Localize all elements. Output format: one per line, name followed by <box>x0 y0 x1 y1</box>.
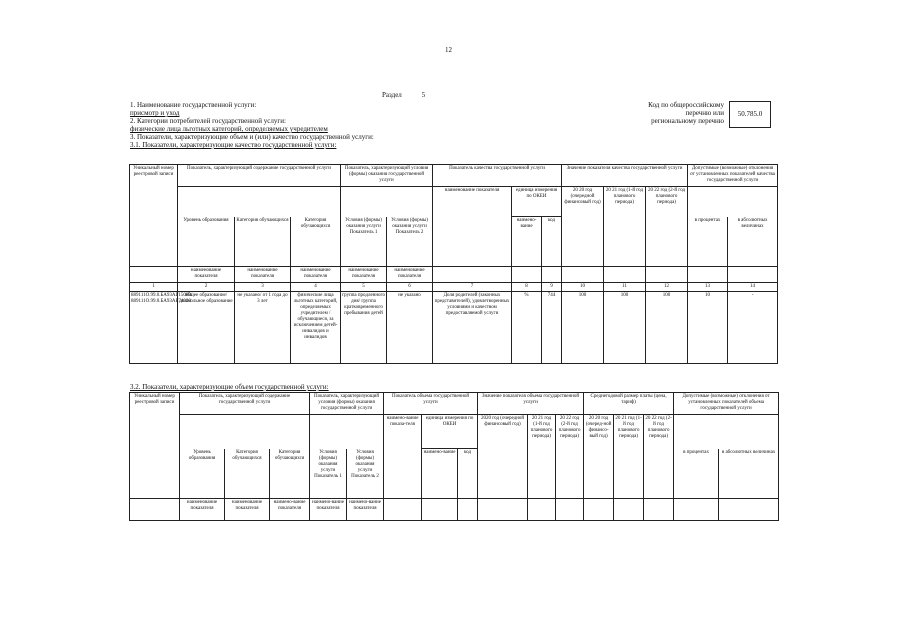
th-indicator-name-4: наименование показателя <box>341 267 387 283</box>
cell-category-1: не указано/ от 1 года до 3 лет <box>235 292 291 364</box>
code-label-line3: региональному перечню <box>651 117 724 125</box>
th-deviation: Допустимые (возможные) отклонения от установленных показателей объема государственной услуги <box>674 393 779 415</box>
th-category-1: Категория обучающихся <box>235 217 291 267</box>
quality-table <box>129 164 778 364</box>
cell-unique-number: 889111О.99.0.БА93АГ15000/ 889111О.99.0.БА93АБ74000 <box>130 292 178 364</box>
th-volume-year-2: 20 21 год (1-й год планового периода) <box>528 415 556 499</box>
th-category-1: Категория обучающихся <box>225 449 270 499</box>
th-empty <box>556 499 584 521</box>
cell-percent: 10 <box>688 292 728 364</box>
th-level: Уровень образования <box>180 449 225 499</box>
th-condition-1: Условия (формы) оказания услуги Показатель 1 <box>310 449 347 499</box>
th-deviation-spacer <box>674 415 779 449</box>
cell-year-3: 100 <box>646 292 688 364</box>
th-indicator-name-5: наимено-вание показателя <box>347 499 384 521</box>
cell-condition-1: группа продленного дня/ группа кратковременного пребывания детей <box>341 292 387 364</box>
col-number: 9 <box>542 283 562 292</box>
quality-indicator-name-row <box>130 267 778 283</box>
th-price-year-1: 20 20 год (очеред-ной финансо-вый год) <box>584 415 614 499</box>
col-number: 7 <box>433 283 512 292</box>
th-quality-indicator: Показатель качества государственной услуги <box>433 165 562 187</box>
th-conditions: Показатель, характеризующий условия (формы) оказания государственной услуги <box>310 393 384 415</box>
th-volume-indicator: Показатель объема государственной услуги <box>384 393 478 415</box>
th-conditions: Показатель, характеризующий условия (формы) оказания государственной услуги <box>341 165 433 187</box>
col-number: 10 <box>562 283 604 292</box>
service-name-value: присмотр и уход <box>130 109 180 117</box>
th-empty <box>644 499 674 521</box>
col-number: 6 <box>387 283 433 292</box>
th-indicator-name-3: наимено-вание показателя <box>270 499 310 521</box>
th-empty <box>584 499 614 521</box>
th-content: Показатель, характеризующий содержание государственной услуги <box>178 165 341 187</box>
th-unit: единица измерения по ОКЕИ <box>512 187 562 217</box>
th-indicator-name-2: наименование показателя <box>225 499 270 521</box>
cell-indicator-name: Доля родителей (законных представителей), удовлетворенных условиями и качеством предоставляемой услуги <box>433 292 512 364</box>
th-empty <box>614 499 644 521</box>
th-unique-number: Уникальный номер реестровой записи <box>130 165 178 267</box>
th-empty <box>528 499 556 521</box>
th-year-1: 20 20 год (очередной финансовый год) <box>562 187 604 267</box>
th-conditions-spacer <box>341 187 433 217</box>
col-number: 8 <box>512 283 542 292</box>
volume-header-row-3 <box>130 449 779 499</box>
th-volume-value: Значение показателя объема государственной услуги <box>478 393 584 415</box>
th-empty <box>433 267 512 283</box>
th-empty <box>478 499 528 521</box>
th-indicator-name-2: наименование показателя <box>235 267 291 283</box>
code-label-line2: перечню или <box>685 109 724 117</box>
th-level: Уровень образования <box>178 217 235 267</box>
col-number: 14 <box>728 283 778 292</box>
col-number: 5 <box>341 283 387 292</box>
th-indicator-name-5: наименование показателя <box>387 267 433 283</box>
cell-category-2: физические лица льготных категорий, определяемых учредителем / обучающиеся, за исключением детей-инвалидов и инвалидов <box>291 292 341 364</box>
consumer-category-value: физические лица льготных категорий, определяемых учредителем <box>130 125 328 133</box>
th-empty <box>542 267 562 283</box>
cell-year-1: 100 <box>562 292 604 364</box>
th-indicator-name-1: наименование показателя <box>178 267 235 283</box>
th-unique-number: Уникальный номер реестровой записи <box>130 393 180 499</box>
th-category-2: Категория обучающихся <box>270 449 310 499</box>
th-empty <box>562 267 604 283</box>
th-empty <box>130 267 178 283</box>
cell-year-2: 100 <box>604 292 646 364</box>
cell-condition-2: не указано <box>387 292 433 364</box>
th-unit-code: код <box>542 217 562 267</box>
th-empty <box>688 267 728 283</box>
volume-table <box>129 392 779 521</box>
th-indicator-name: наименование показателя <box>433 187 512 267</box>
th-condition-2: Условия (формы) оказания услуги Показатель 2 <box>387 217 433 267</box>
col-number: 13 <box>688 283 728 292</box>
th-deviation-spacer <box>688 187 778 217</box>
section-word: Раздел <box>382 91 402 99</box>
th-empty <box>674 499 719 521</box>
col-number: 2 <box>178 283 235 292</box>
th-volume-year-1: 2020 год (очередной финансовый год) <box>478 415 528 499</box>
th-year-2: 20 21 год (1-й год планового периода) <box>604 187 646 267</box>
cell-level: общее образование/ дошкольное образование <box>178 292 235 364</box>
th-average-price: Среднегодовой размер платы (цена, тариф) <box>584 393 674 415</box>
registry-code-value: 50.785.0 <box>729 101 771 128</box>
th-content-spacer <box>180 415 310 449</box>
th-indicator-name-4: наимено-вание показателя <box>310 499 347 521</box>
volume-indicator-name-row <box>130 499 779 521</box>
header-block <box>130 101 550 149</box>
registry-code-label <box>620 101 724 125</box>
quality-indicators-heading: 3.1. Показатели, характеризующие качество государственной услуги: <box>130 141 337 149</box>
th-quality-value: Значение показателя качества государственной услуги <box>562 165 688 187</box>
volume-header-row-1 <box>130 393 779 415</box>
th-empty <box>646 267 688 283</box>
th-indicator-name-3: наименование показателя <box>291 267 341 283</box>
table-row <box>130 292 778 364</box>
th-absolute: в абсолютных величинах <box>728 217 778 267</box>
th-unit-name: наимено-вание <box>512 217 542 267</box>
volume-header-row-2 <box>130 415 779 449</box>
th-year-3: 20 22 год (2-й год планового периода) <box>646 187 688 267</box>
th-empty <box>422 499 458 521</box>
quality-header-row-2 <box>130 187 778 217</box>
th-indicator-name: наимено-вание показа-теля <box>384 415 422 499</box>
section-label <box>382 91 425 99</box>
th-percent: в процентах <box>688 217 728 267</box>
th-conditions-spacer <box>310 415 384 449</box>
th-absolute: в абсолютных величинах <box>719 449 779 499</box>
th-condition-1: Условия (формы) оказания услуги Показатель 1 <box>341 217 387 267</box>
th-empty <box>728 267 778 283</box>
th-unit-name: наимено-вание <box>422 449 458 499</box>
consumer-category-label: 2. Категории потребителей государственной услуги: <box>130 117 286 125</box>
th-empty <box>604 267 646 283</box>
th-empty <box>384 499 422 521</box>
th-content: Показатель, характеризующий содержание государственной услуги <box>180 393 310 415</box>
th-empty <box>130 499 180 521</box>
th-percent: в процентах <box>674 449 719 499</box>
th-volume-year-3: 20 22 год (2-й год планового периода) <box>556 415 584 499</box>
th-price-year-2: 20 21 год (1-й год планового периода) <box>614 415 644 499</box>
col-number: 3 <box>235 283 291 292</box>
code-label-line1: Код по общероссийскому <box>648 101 724 109</box>
col-number: 12 <box>646 283 688 292</box>
cell-absolute: - <box>728 292 778 364</box>
th-category-2: Категория обучающихся <box>291 217 341 267</box>
th-unit: единица измерения по ОКЕИ <box>422 415 478 449</box>
cell-unit-code: 744 <box>542 292 562 364</box>
page-number: 12 <box>445 46 452 54</box>
th-empty <box>458 499 478 521</box>
th-content-spacer <box>178 187 341 217</box>
th-price-year-3: 20 22 год (2-й год планового периода) <box>644 415 674 499</box>
volume-indicators-heading: 3.2. Показатели, характеризующие объем государственной услуги: <box>130 383 329 391</box>
service-name-label: 1. Наименование государственной услуги: <box>130 101 257 109</box>
cell-unit-name: % <box>512 292 542 364</box>
column-number-row <box>130 283 778 292</box>
th-indicator-name-1: наименование показателя <box>180 499 225 521</box>
th-condition-2: Условия (формы) оказания услуги Показатель 2 <box>347 449 384 499</box>
quality-header-row-1 <box>130 165 778 187</box>
indicators-heading: 3. Показатели, характеризующие объем и (или) качество государственной услуги: <box>130 133 374 141</box>
th-empty <box>719 499 779 521</box>
col-number: 11 <box>604 283 646 292</box>
th-empty <box>512 267 542 283</box>
th-unit-code: код <box>458 449 478 499</box>
th-deviation: Допустимые (возможные) отклонения от установленных показателей качества государственной услуги <box>688 165 778 187</box>
col-number: 4 <box>291 283 341 292</box>
section-number: 5 <box>421 91 426 99</box>
col-number: 1 <box>130 283 178 292</box>
